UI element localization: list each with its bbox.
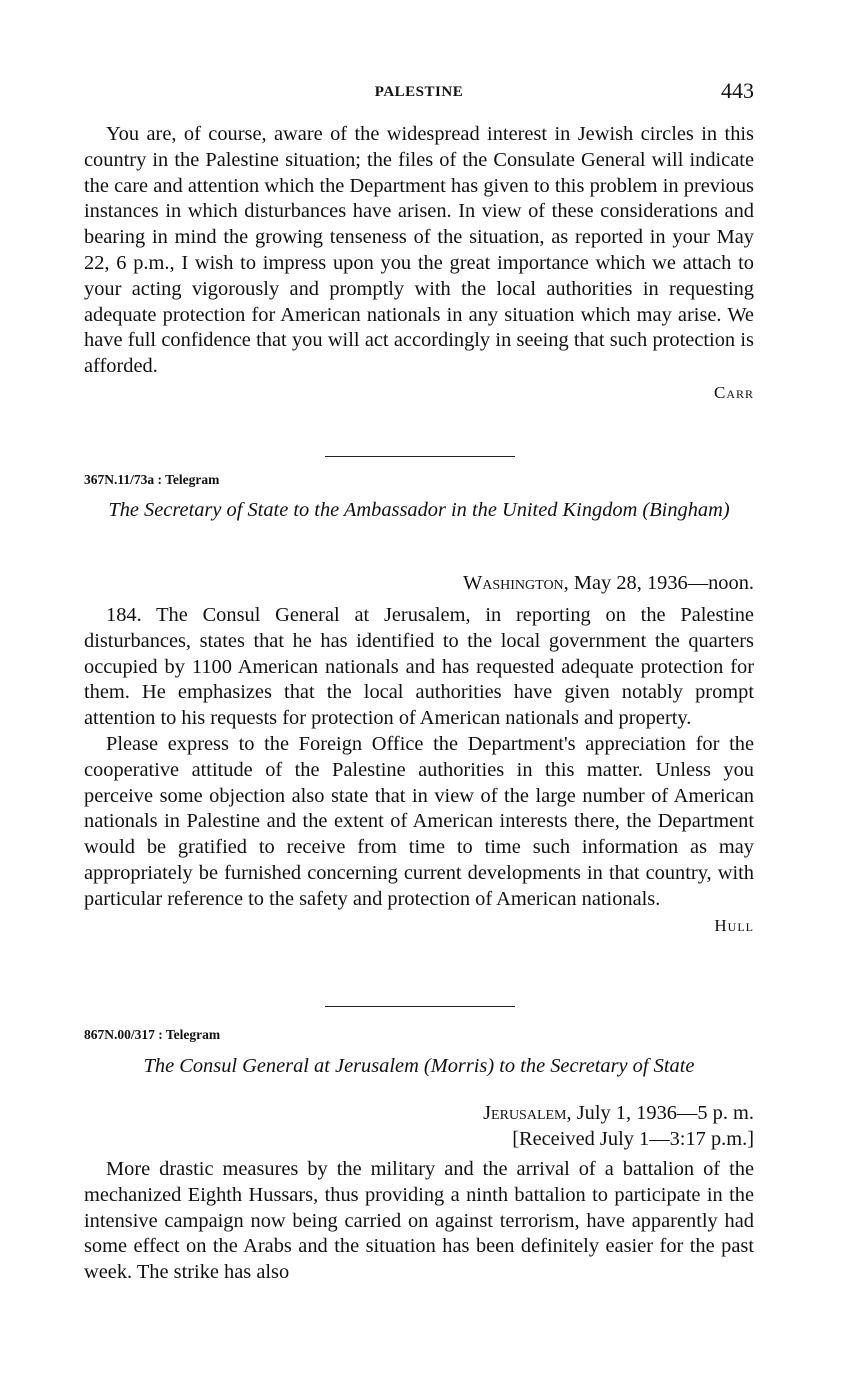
dateline-2-place: Jerusalem,	[483, 1102, 572, 1124]
page-number: 443	[721, 78, 754, 103]
dateline-2	[483, 1100, 754, 1126]
dateline-1-date: May 28, 1936—noon.	[568, 572, 754, 594]
document-title-2: The Consul General at Jerusalem (Morris) to the Secretary of State	[143, 1055, 695, 1077]
document-reference-2: 867N.00/317 : Telegram	[84, 1027, 221, 1042]
document-reference-1: 367N.11/73a : Telegram	[84, 472, 220, 487]
section-2-paragraph-1: 184. The Consul General at Jerusalem, in reporting on the Palestine disturbances, states that he has identified to the local government the quarters occupied by 1100 American nationals and has requested adequate protection for them. He emphasizes that the local authorities have given notably prompt attention to his requests for protection of American nationals and property.	[84, 604, 754, 730]
dateline-2-date: July 1, 1936—5 p. m.	[571, 1102, 754, 1124]
section-2-paragraph-2: Please express to the Foreign Office the Department's appreciation for the cooperative attitude of the Palestine authorities in this matter. Unless you perceive some objection also state that in view of the large number of American nationals in Palestine and the extent of American interests there, the Department would be gratified to receive from time to time such information as may appropriately be furnished concerning current developments in that country, with particular reference to the safety and protection of American nationals.	[84, 732, 754, 910]
signature-hull: Hull	[714, 915, 754, 935]
running-head: PALESTINE	[374, 84, 464, 100]
document-title-1: The Secretary of State to the Ambassador in the United Kingdom (Bingham)	[108, 499, 730, 521]
section-2	[84, 603, 754, 937]
dateline-1-place: Washington,	[463, 572, 569, 594]
signature-carr: Carr	[713, 382, 754, 402]
section-1	[84, 122, 754, 404]
section-1-paragraph: You are, of course, aware of the widespread interest in Jewish circles in this country in the Palestine situation; the files of the Consulate General will indicate the care and attention which the Department has given to this problem in previous instances in which disturbances have arisen. In view of these considerations and bearing in mind the growing tenseness of the situation, as reported in your May 22, 6 p.m., I wish to impress upon you the great importance which we attach to your acting vigorously and promptly with the local authorities in requesting adequate protection for American nationals in any situation which may arise. We have full confidence that you will act accordingly in seeing that such protection is afforded.	[84, 123, 754, 378]
section-3-paragraph: More drastic measures by the military and the arrival of a battalion of the mechanized Eighth Hussars, thus providing a ninth battalion to participate in the intensive campaign now being carried on against terrorism, have apparently had some effect on the Arabs and the situation has been definitely easier for the past week. The strike has also	[84, 1158, 754, 1284]
page-header	[84, 78, 754, 108]
section-3	[84, 1157, 754, 1286]
section-divider-1	[325, 456, 515, 457]
section-divider-2	[325, 1006, 515, 1007]
dateline-1	[463, 570, 754, 596]
received-line: [Received July 1—3:17 p.m.]	[512, 1128, 754, 1150]
